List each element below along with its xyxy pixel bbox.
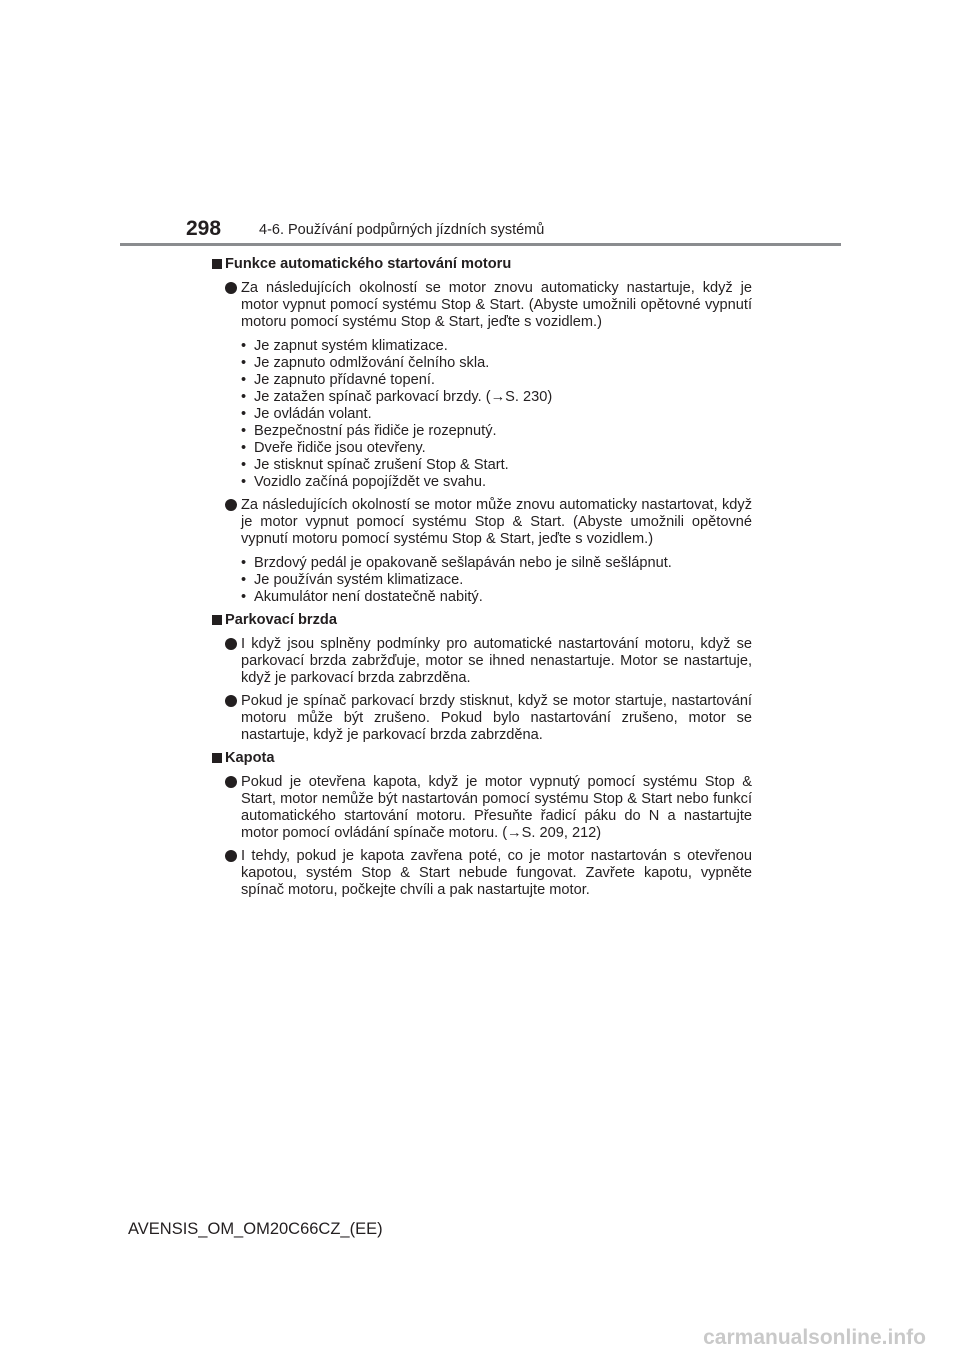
page-number: 298 xyxy=(186,217,222,240)
watermark-text: carmanualsonline.info xyxy=(703,1326,926,1349)
list-item: • Akumulátor není dostatečně nabitý. xyxy=(241,589,752,606)
bullet-text: Pokud je otevřena kapota, když je motor vypnutý pomocí systému Stop & Start, motor nemůže být nastartován pomocí systému Stop & Start nebo funkcí automatického startování motoru. Přesuňte řadicí páku do N a nastartujte motor pomocí ovládání spínače motoru. (→S. 209, 212) xyxy=(241,774,752,841)
bullet-item xyxy=(212,848,752,899)
section-heading-text: Parkovací brzda xyxy=(225,612,337,628)
square-bullet-icon xyxy=(212,259,222,269)
round-bullet-icon xyxy=(225,850,237,862)
condition-list xyxy=(212,555,752,606)
round-bullet-icon xyxy=(225,282,237,294)
section-heading-text: Kapota xyxy=(225,750,275,766)
bullet-text: Za následujících okolností se motor může znovu automaticky nastartovat, když je motor vypnut pomocí systému Stop & Start. (Abyste umožnili opětovné vypnutí motoru pomocí systému Stop & Start, jeďte s vozidlem.) xyxy=(241,497,752,547)
page-content xyxy=(212,256,752,905)
bullet-item xyxy=(212,280,752,331)
list-item: • Je ovládán volant. xyxy=(241,406,752,423)
list-item: • Je zatažen spínač parkovací brzdy. (→S. 230) xyxy=(241,389,752,406)
list-item: • Bezpečnostní pás řidiče je rozepnutý. xyxy=(241,423,752,440)
chapter-title: 4-6. Používání podpůrných jízdních systémů xyxy=(259,222,545,238)
condition-list xyxy=(212,338,752,491)
section-heading-text: Funkce automatického startování motoru xyxy=(225,256,512,272)
bullet-text: I když jsou splněny podmínky pro automatické nastartování motoru, když se parkovací brzda zabržďuje, motor se ihned nenastartuje. Motor se nastartuje, když je parkovací brzda zabrzděna. xyxy=(241,636,752,686)
round-bullet-icon xyxy=(225,695,237,707)
square-bullet-icon xyxy=(212,615,222,625)
round-bullet-icon xyxy=(225,499,237,511)
bullet-item xyxy=(212,774,752,842)
list-item: • Je zapnuto přídavné topení. xyxy=(241,372,752,389)
section-heading-hood xyxy=(212,750,752,767)
bullet-text: Pokud je spínač parkovací brzdy stisknut, když se motor startuje, nastartování motoru může být zrušeno. Pokud bylo nastartování zrušeno, motor se nastartuje, když je parkovací brzda zabrzděna. xyxy=(241,693,752,743)
bullet-item xyxy=(212,693,752,744)
bullet-item xyxy=(212,636,752,687)
bullet-text: I tehdy, pokud je kapota zavřena poté, co je motor nastartován s otevřenou kapotou, systém Stop & Start nebude fungovat. Zavřete kapotu, vypněte spínač motoru, počkejte chvíli a pak nastartujte motor. xyxy=(241,848,752,898)
bullet-text: Za následujících okolností se motor znovu automaticky nastartuje, když je motor vypnut pomocí systému Stop & Start. (Abyste umožnili opětovné vypnutí motoru pomocí systému Stop & Start, jeďte s vozidlem.) xyxy=(241,280,752,330)
round-bullet-icon xyxy=(225,638,237,650)
list-item: • Vozidlo začíná popojíždět ve svahu. xyxy=(241,474,752,491)
section-heading-auto-start xyxy=(212,256,752,273)
square-bullet-icon xyxy=(212,753,222,763)
bullet-item xyxy=(212,497,752,548)
document-code: AVENSIS_OM_OM20C66CZ_(EE) xyxy=(128,1220,383,1238)
list-item: • Je stisknut spínač zrušení Stop & Start. xyxy=(241,457,752,474)
list-item: • Brzdový pedál je opakovaně sešlapáván nebo je silně sešlápnut. xyxy=(241,555,752,572)
list-item: • Dveře řidiče jsou otevřeny. xyxy=(241,440,752,457)
list-item: • Je zapnut systém klimatizace. xyxy=(241,338,752,355)
header-divider xyxy=(120,243,841,246)
section-heading-parking-brake xyxy=(212,612,752,629)
round-bullet-icon xyxy=(225,776,237,788)
list-item: • Je zapnuto odmlžování čelního skla. xyxy=(241,355,752,372)
list-item: • Je používán systém klimatizace. xyxy=(241,572,752,589)
